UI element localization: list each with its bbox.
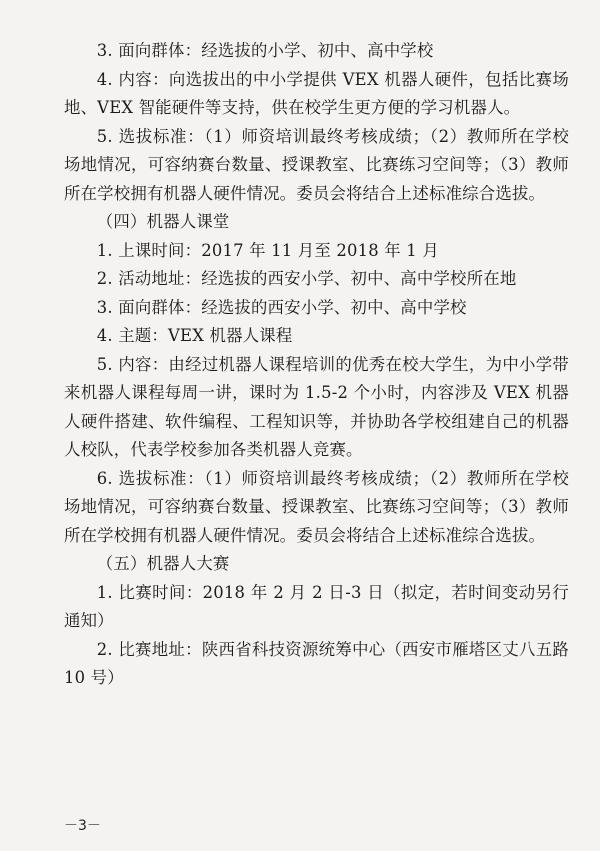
paragraph-classroom-target-group: 3. 面向群体：经选拔的西安小学、初中、高中学校: [96, 297, 467, 317]
paragraph-classroom-content: 5. 内容：由经过机器人课程培训的优秀在校大学生，为中小学带来机器人课程每周一讲，课时为 1.5-2 个小时，内容涉及 VEX 机器人硬件搭建、软件编程、工程知识等，并协助各学校组建自己的机器人校队，代表学校参加各类机器人竞赛。: [64, 354, 569, 459]
paragraph-theme: 4. 主题：VEX 机器人课程: [96, 326, 293, 345]
section-heading-robot-classroom: （四）机器人课堂: [96, 212, 230, 231]
paragraph-competition-time: 1. 比赛时间：2018 年 2 月 2 日-3 日（拟定，若时间变动另行通知）: [64, 582, 569, 630]
paragraph-competition-address: 2. 比赛地址：陕西省科技资源统筹中心（西安市雁塔区丈八五路 10 号）: [64, 639, 569, 687]
paragraph-target-group: 3. 面向群体：经选拔的小学、初中、高中学校: [96, 41, 434, 60]
document-body: [64, 37, 569, 693]
paragraph-selection-criteria: 5. 选拔标准：（1）师资培训最终考核成绩；（2）教师所在学校场地情况，可容纳赛台数量、授课教室、比赛练习空间等；（3）教师所在学校拥有机器人硬件情况。委员会将结合上述标准综合选拔。: [64, 126, 569, 203]
paragraph-content: 4. 内容：向选拔出的中小学提供 VEX 机器人硬件，包括比赛场地、VEX 智能硬件等支持，供在校学生更方便的学习机器人。: [64, 69, 569, 117]
paragraph-activity-address: 2. 活动地址：经选拔的西安小学、初中、高中学校所在地: [96, 269, 517, 288]
page-number: －3－: [64, 818, 101, 834]
section-heading-robot-competition: （五）机器人大赛: [96, 554, 230, 573]
paragraph-class-time: 1. 上课时间：2017 年 11 月至 2018 年 1 月: [96, 240, 439, 260]
paragraph-classroom-selection-criteria: 6. 选拔标准：（1）师资培训最终考核成绩；（2）教师所在学校场地情况，可容纳赛台数量、授课教室、比赛练习空间等；（3）教师所在学校拥有机器人硬件情况。委员会将结合上述标准综合选拔。: [64, 468, 569, 545]
